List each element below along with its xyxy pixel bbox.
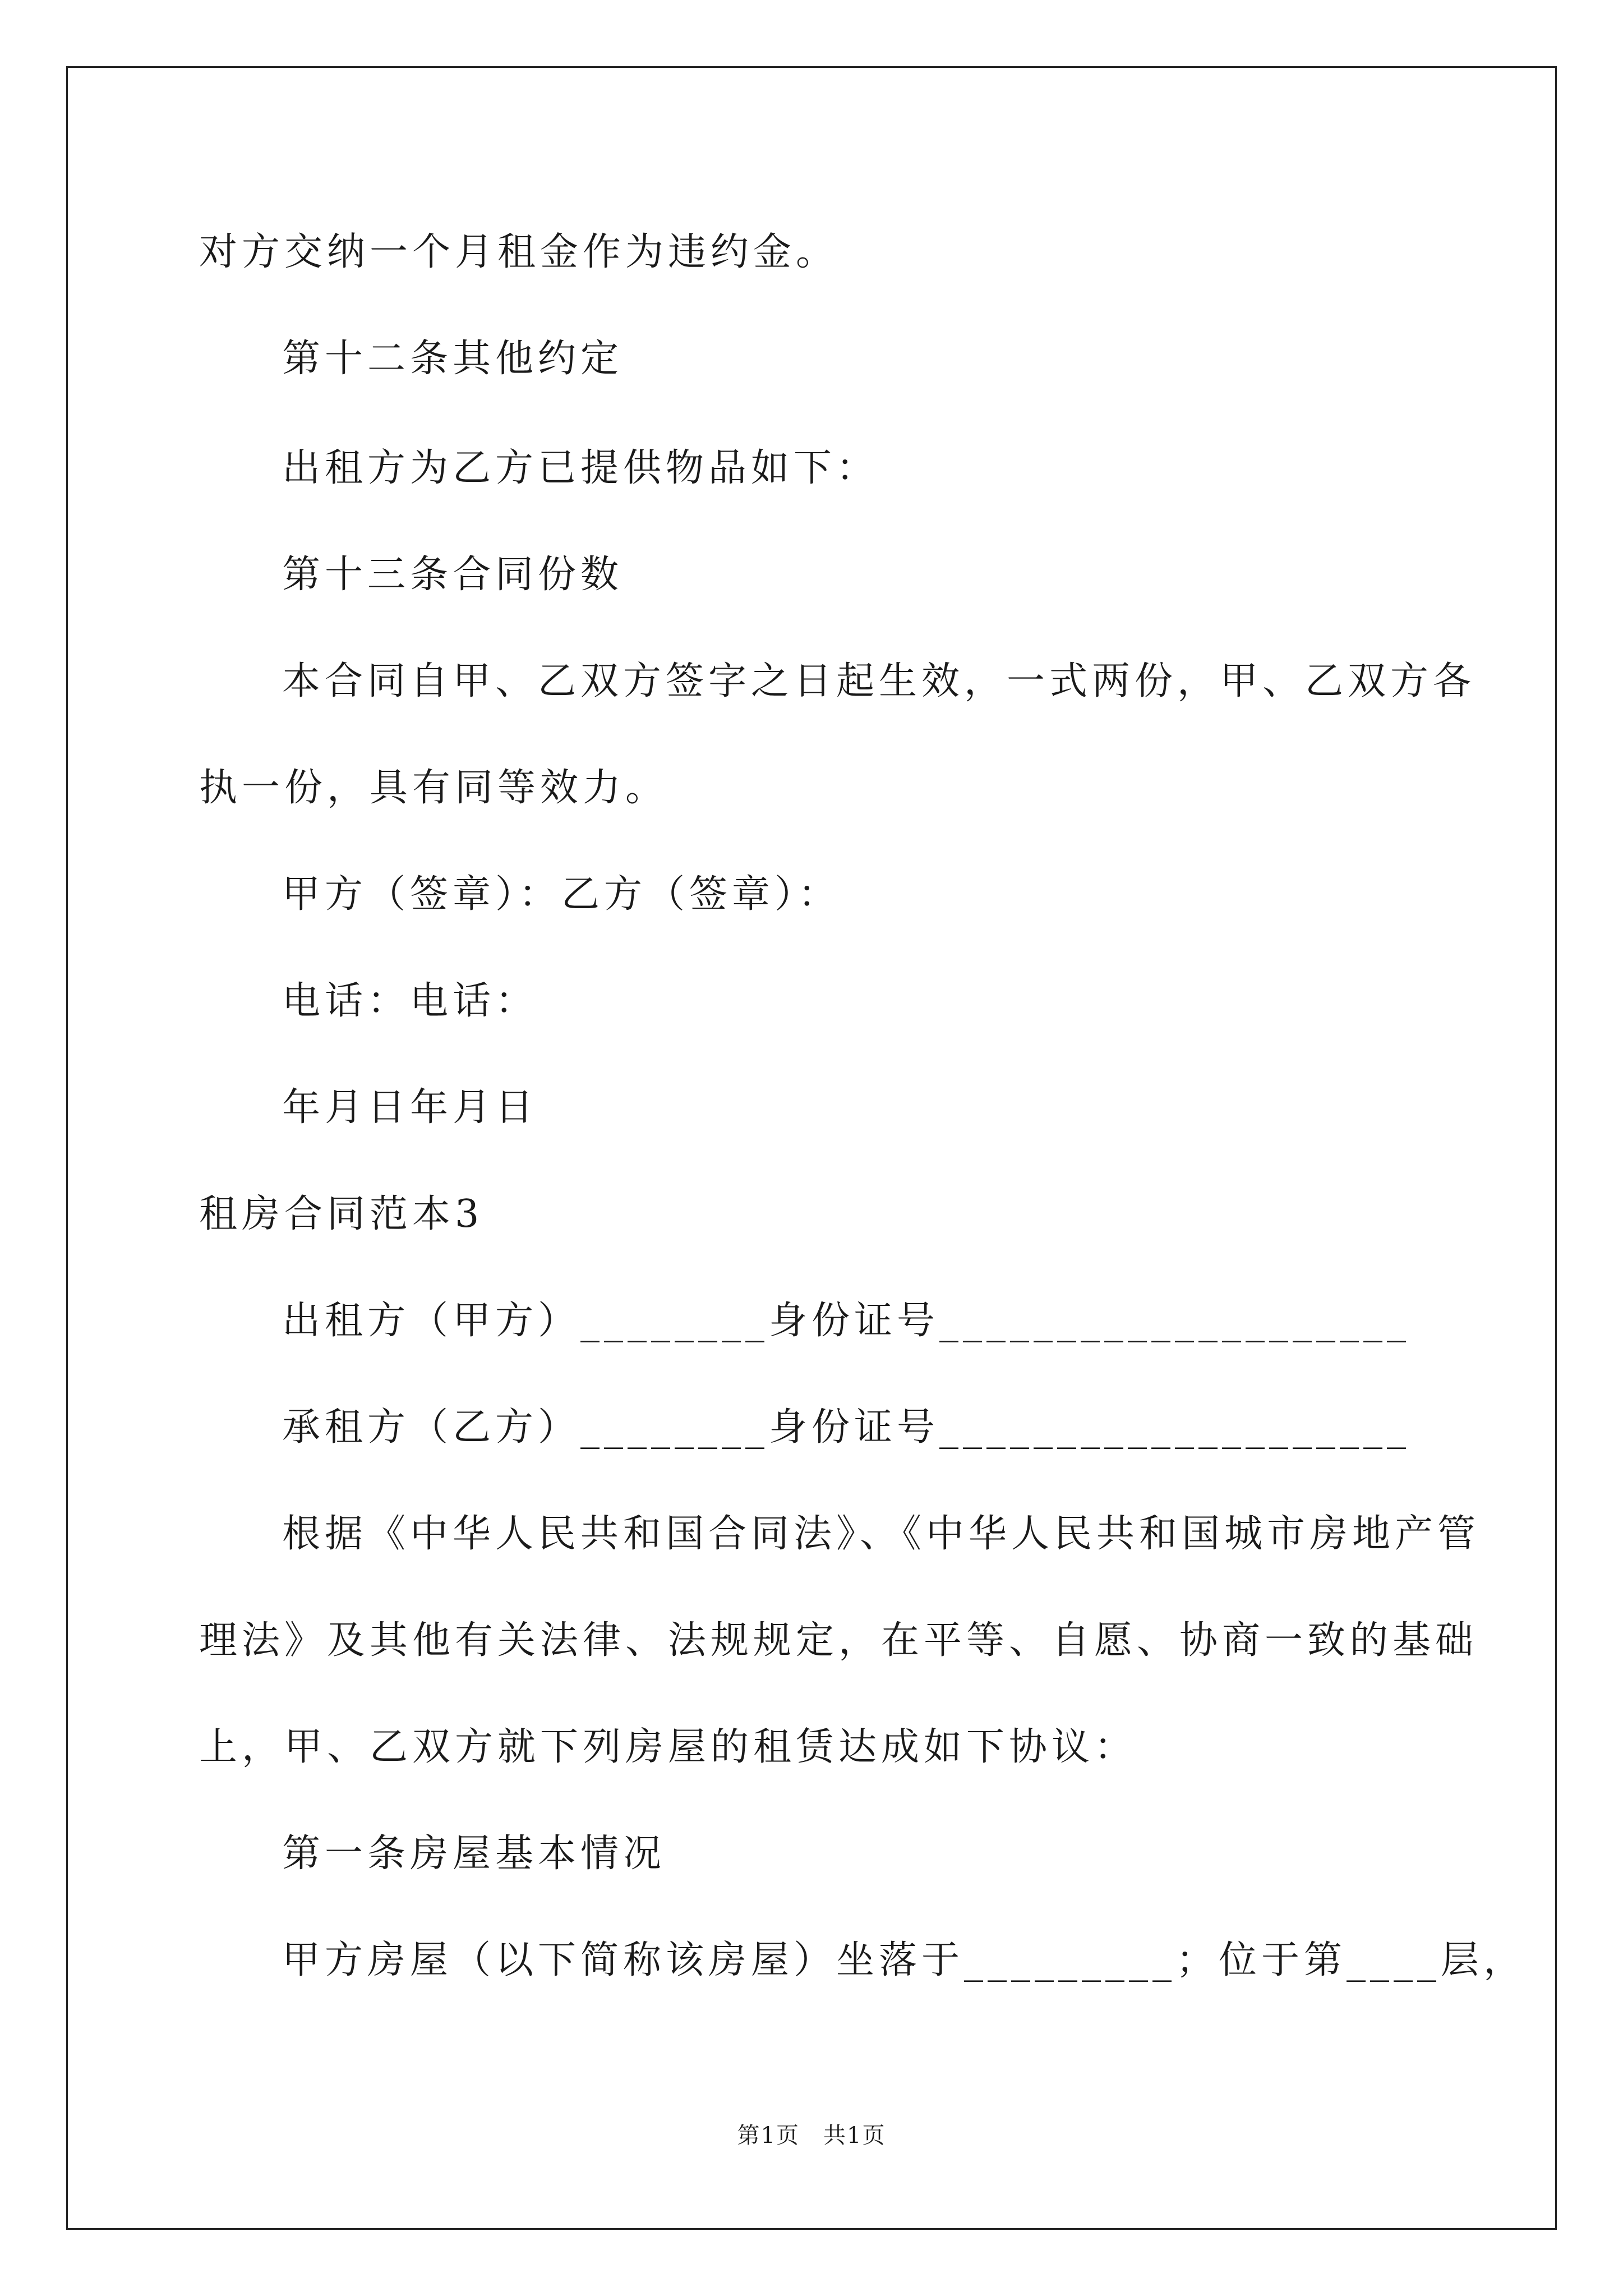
phone-line: 电话：电话： — [282, 979, 538, 1023]
paragraph-line: 根据《中华人民共和国合同法》、《中华人民共和国城市房地产管 — [282, 1512, 1481, 1556]
date-line: 年月日年月日 — [282, 1085, 538, 1130]
paragraph-line: 甲方房屋（以下简称该房屋）坐落于_________；位于第____层， — [282, 1938, 1527, 1982]
section-heading: 第十二条其他约定 — [282, 337, 624, 381]
page-number: 第1页 共1页 — [737, 2123, 886, 2148]
paragraph-line: 执一份，具有同等效力。 — [199, 766, 668, 810]
lessor-line: 出租方（甲方）________身份证号____________________ — [282, 1299, 1411, 1343]
page-border — [66, 66, 1557, 2230]
section-heading: 第十三条合同份数 — [282, 553, 624, 597]
lessee-line: 承租方（乙方）________身份证号____________________ — [282, 1405, 1411, 1450]
paragraph-line: 上，甲、乙双方就下列房屋的租赁达成如下协议： — [199, 1725, 1137, 1769]
signature-line: 甲方（签章）：乙方（签章）： — [282, 872, 841, 917]
paragraph-line: 出租方为乙方已提供物品如下： — [282, 446, 879, 490]
paragraph-line: 本合同自甲、乙双方签字之日起生效，一式两份，甲、乙双方各 — [282, 659, 1476, 703]
paragraph-line: 对方交纳一个月租金作为违约金。 — [199, 230, 839, 274]
paragraph-line: 理法》及其他有关法律、法规规定，在平等、自愿、协商一致的基础 — [199, 1618, 1478, 1663]
section-heading: 第一条房屋基本情况 — [282, 1832, 666, 1876]
contract-title: 租房合同范本3 — [199, 1192, 484, 1236]
